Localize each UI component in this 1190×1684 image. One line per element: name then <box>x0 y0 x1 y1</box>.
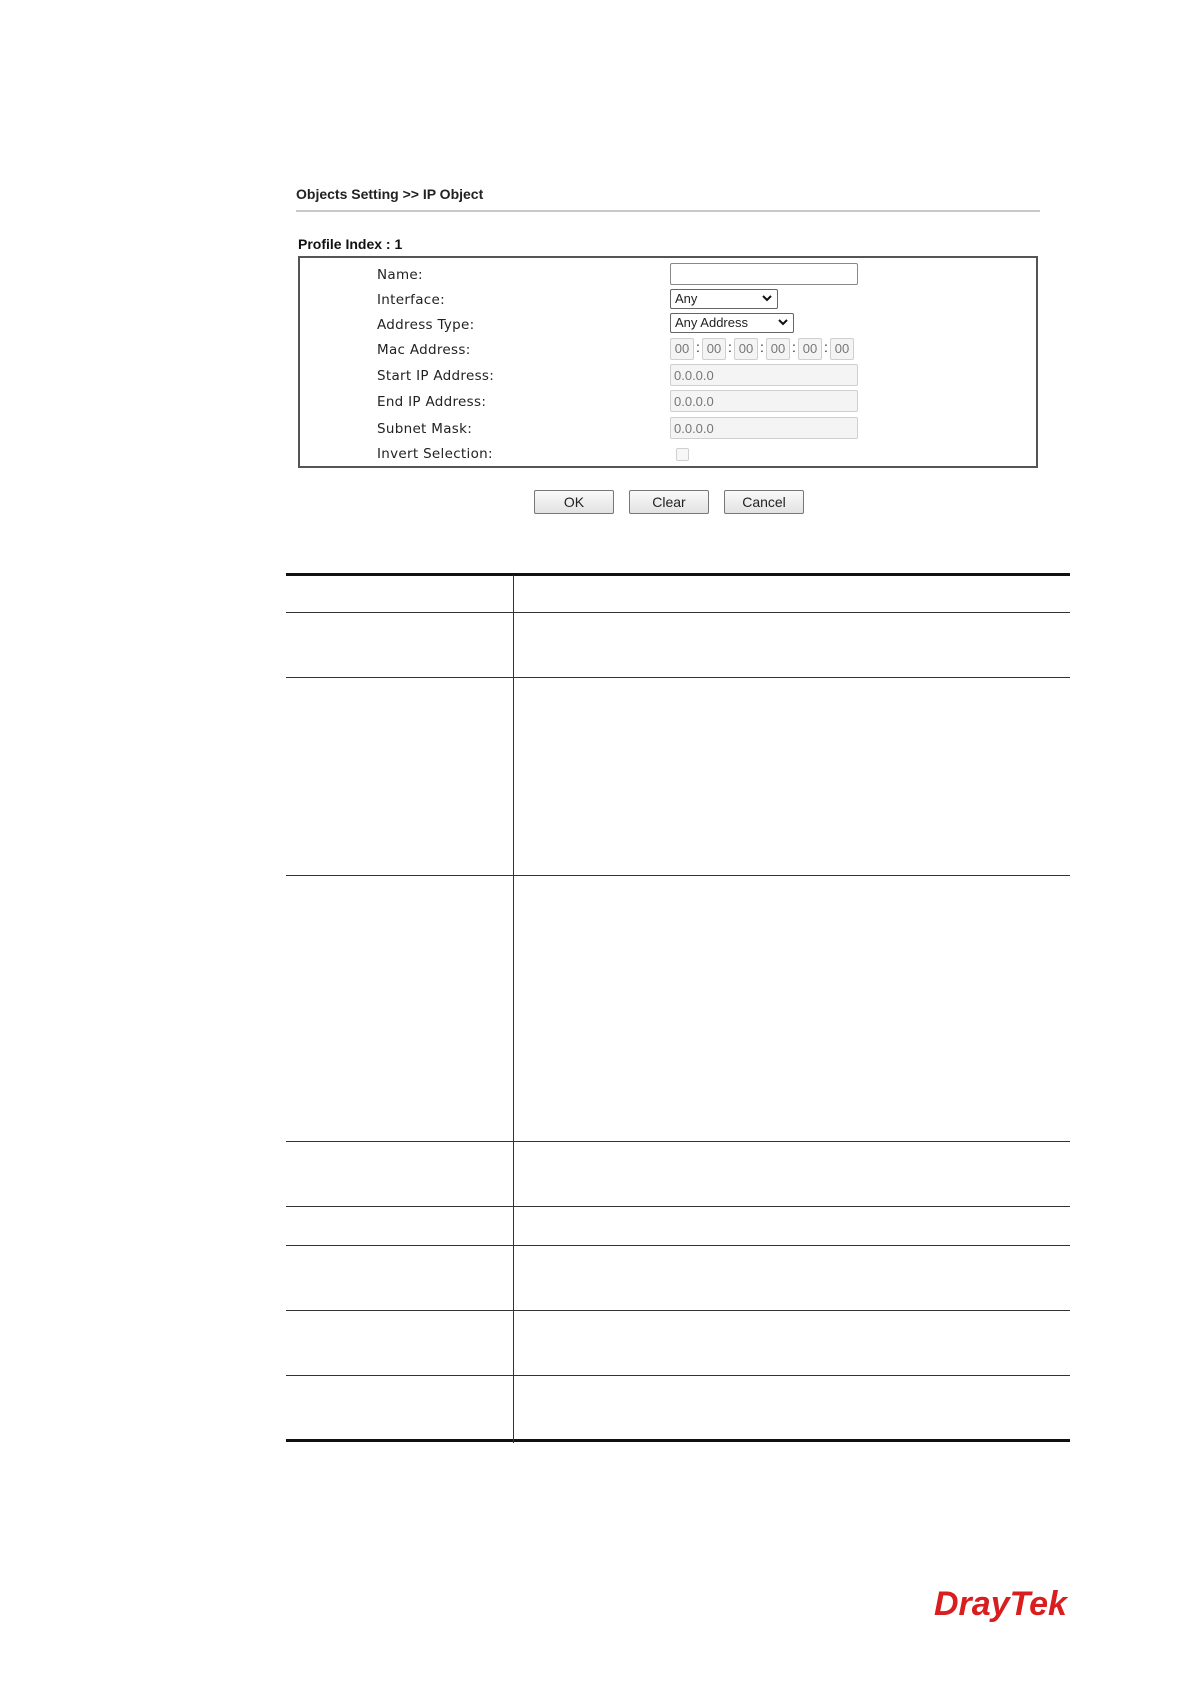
table-row-divider <box>286 1310 1070 1311</box>
mac-octet-5[interactable]: 00 <box>798 338 822 360</box>
table-row-divider <box>286 1206 1070 1207</box>
table-row-divider <box>286 1141 1070 1142</box>
subnet-mask-input[interactable] <box>670 417 858 439</box>
table-row-divider <box>286 612 1070 613</box>
profile-index-title: Profile Index : 1 <box>298 236 403 252</box>
clear-button[interactable]: Clear <box>629 490 709 514</box>
table-row-divider <box>286 875 1070 876</box>
mac-octet-4[interactable]: 00 <box>766 338 790 360</box>
invert-selection-checkbox[interactable] <box>676 448 689 461</box>
table-top-rule <box>286 573 1070 576</box>
mac-address-field <box>670 338 870 360</box>
table-row-divider <box>286 1375 1070 1376</box>
mac-address-label: Mac Address: <box>377 342 471 358</box>
invert-selection-label: Invert Selection: <box>377 446 493 462</box>
draytek-logo-text: DrayTek <box>934 1585 1067 1623</box>
interface-select[interactable] <box>670 289 778 309</box>
mac-separator: : <box>696 339 700 355</box>
mac-separator: : <box>824 339 828 355</box>
address-type-label: Address Type: <box>377 317 475 333</box>
breadcrumb-divider <box>296 210 1040 212</box>
mac-octet-6[interactable]: 00 <box>830 338 854 360</box>
cancel-button[interactable]: Cancel <box>724 490 804 514</box>
name-input[interactable] <box>670 263 858 285</box>
chevron-down-icon <box>762 293 772 303</box>
mac-separator: : <box>792 339 796 355</box>
interface-selected-value: Any <box>675 291 698 306</box>
table-column-divider <box>513 575 514 1443</box>
start-ip-label: Start IP Address: <box>377 368 495 384</box>
subnet-mask-label: Subnet Mask: <box>377 421 473 437</box>
mac-octet-3[interactable]: 00 <box>734 338 758 360</box>
end-ip-label: End IP Address: <box>377 394 487 410</box>
end-ip-input[interactable] <box>670 390 858 412</box>
table-bottom-rule <box>286 1439 1070 1442</box>
mac-octet-1[interactable]: 00 <box>670 338 694 360</box>
mac-separator: : <box>728 339 732 355</box>
table-row-divider <box>286 1245 1070 1246</box>
table-row-divider <box>286 677 1070 678</box>
mac-separator: : <box>760 339 764 355</box>
name-label: Name: <box>377 267 423 283</box>
mac-octet-2[interactable]: 00 <box>702 338 726 360</box>
breadcrumb: Objects Setting >> IP Object <box>296 186 484 202</box>
draytek-logo <box>932 1582 1072 1626</box>
address-type-selected-value: Any Address <box>675 315 748 330</box>
address-type-select[interactable] <box>670 313 794 333</box>
start-ip-input[interactable] <box>670 364 858 386</box>
chevron-down-icon <box>778 317 788 327</box>
ok-button[interactable]: OK <box>534 490 614 514</box>
interface-label: Interface: <box>377 292 445 308</box>
